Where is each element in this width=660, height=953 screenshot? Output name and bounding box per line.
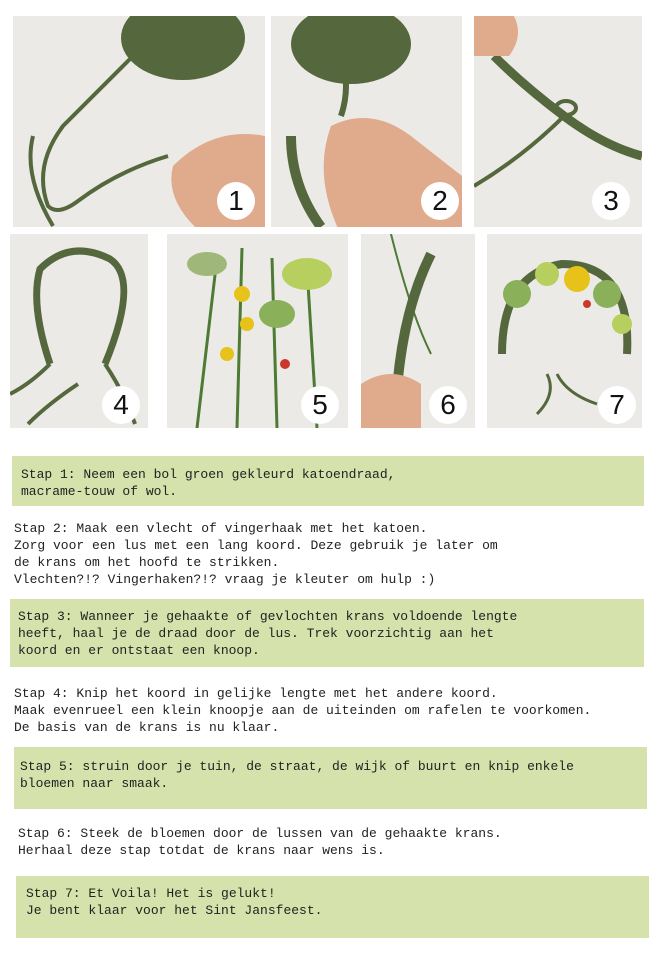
photo-step-6 xyxy=(361,234,475,428)
photo-step-7 xyxy=(487,234,642,428)
photo-step-3 xyxy=(474,16,642,227)
step-7-text: Stap 7: Et Voila! Het is gelukt! Je bent klaar voor het Sint Jansfeest. xyxy=(16,876,649,938)
photo-step-2 xyxy=(271,16,462,227)
step-2-text: Stap 2: Maak een vlecht of vingerhaak met het katoen. Zorg voor een lus met een lang koord. Deze gebruik je later om de krans om het hoofd te strikken. Vlechten?!? Vingerhaken?!? vraag je kleuter om hulp :) xyxy=(14,521,498,587)
photo-step-1 xyxy=(13,16,265,227)
step-6-text: Stap 6: Steek de bloemen door de lussen van de gehaakte krans. Herhaal deze stap totdat de krans naar wens is. xyxy=(18,826,502,858)
step-number-badge: 6 xyxy=(429,386,467,424)
step-3-text: Stap 3: Wanneer je gehaakte of gevlochten krans voldoende lengte heeft, haal je de draad door de lus. Trek voorzichtig aan het koord en er ontstaat een knoop. xyxy=(10,599,644,667)
step-5-text: Stap 5: struin door je tuin, de straat, de wijk of buurt en knip enkele bloemen naar smaak. xyxy=(14,747,647,809)
photo-step-4 xyxy=(10,234,148,428)
step-number-badge: 5 xyxy=(301,386,339,424)
step-number-badge: 2 xyxy=(421,182,459,220)
photo-step-5 xyxy=(167,234,348,428)
step-number-badge: 1 xyxy=(217,182,255,220)
step-number-badge: 7 xyxy=(598,386,636,424)
step-number-badge: 3 xyxy=(592,182,630,220)
step-1-text: Stap 1: Neem een bol groen gekleurd katoendraad, macrame-touw of wol. xyxy=(12,456,644,506)
step-4-text: Stap 4: Knip het koord in gelijke lengte met het andere koord. Maak evenrueel een klein knoopje aan de uiteinden om rafelen te voorkomen. De basis van de krans is nu klaar. xyxy=(14,686,592,735)
step-number-badge: 4 xyxy=(102,386,140,424)
